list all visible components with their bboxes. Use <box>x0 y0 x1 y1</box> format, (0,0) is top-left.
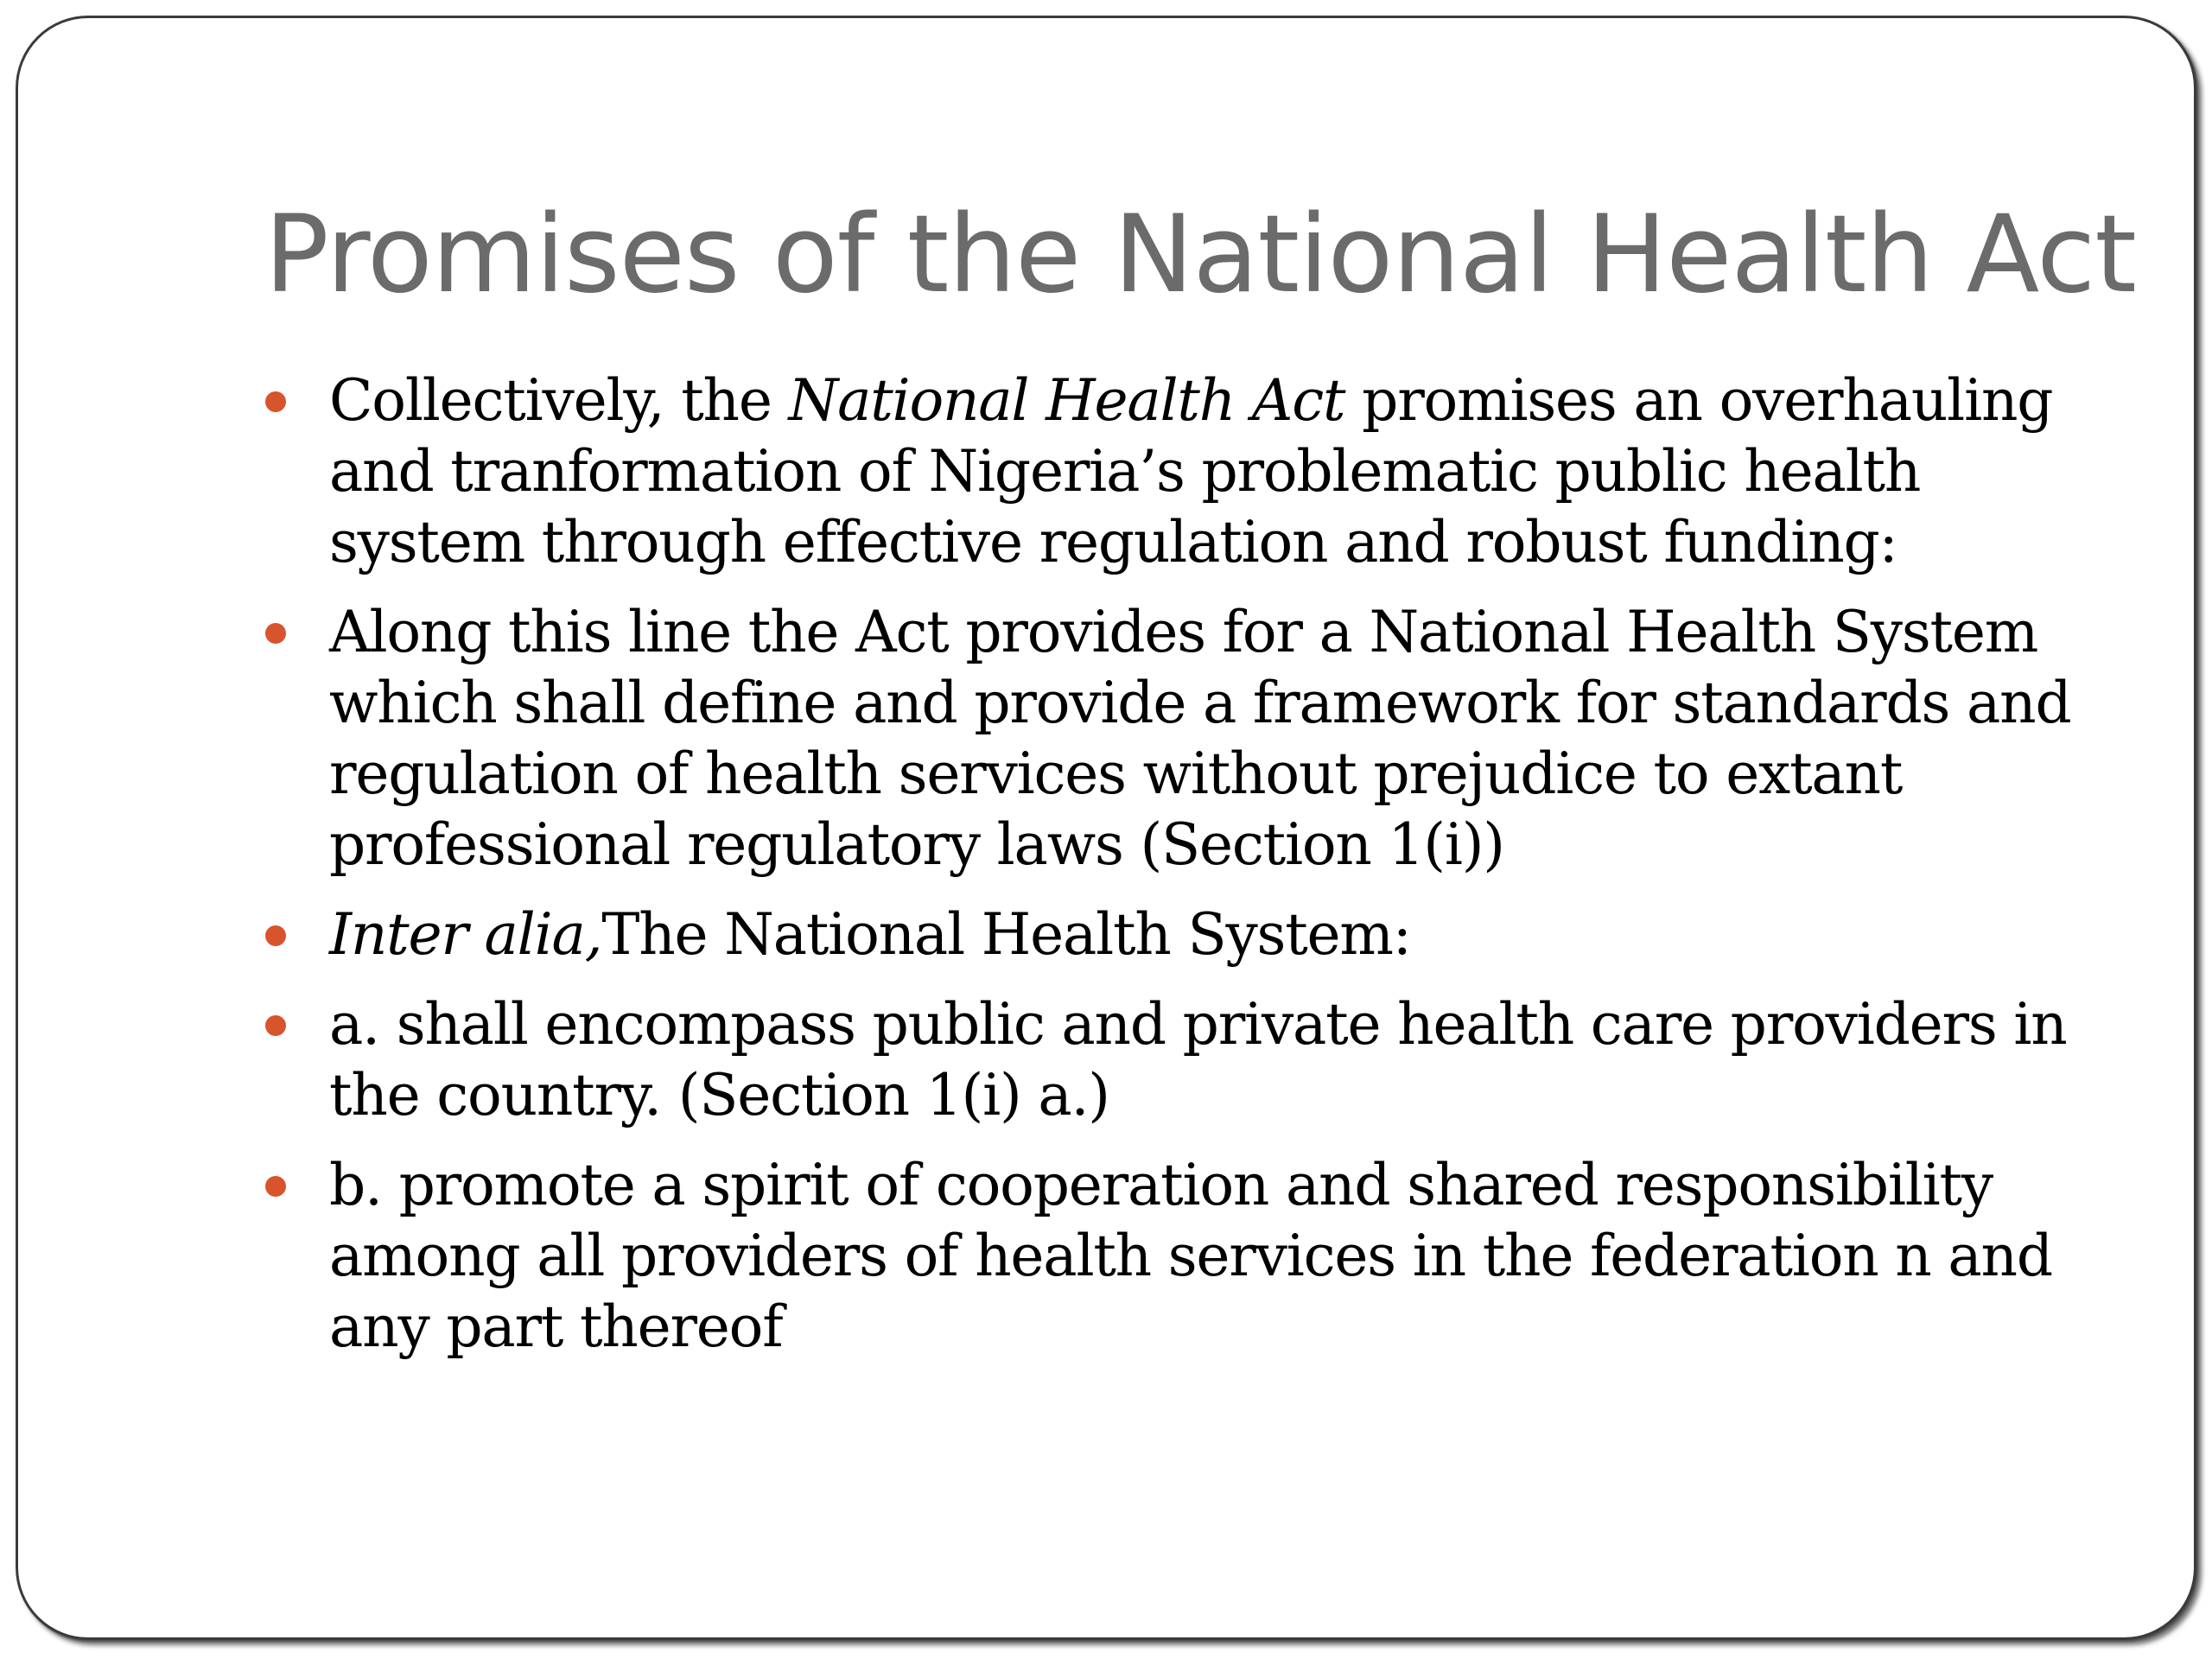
slide <box>16 16 2196 1640</box>
bullet-list <box>264 365 2113 1382</box>
list-item <box>264 899 2113 970</box>
bullet-text-lead: Collectively, the <box>329 367 789 434</box>
latin-phrase: Inter alia, <box>329 901 602 968</box>
bullet-text-rest: promises an overhauling and tranformation of Nigeria’s problematic public health system through effective regulation and robust funding: <box>329 367 2053 575</box>
bullet-text: Along this line the Act provides for a National Health System which shall define and provide a framework for standards and regulation of health services without prejudice to extant professional regulatory laws (Section 1(i)) <box>329 599 2071 878</box>
bullet-text <box>329 365 2113 578</box>
bullet-text: b. promote a spirit of cooperation and shared responsibility among all providers of health services in the federation n and any part thereof <box>329 1152 2052 1360</box>
bullet-text: a. shall encompass public and private health care providers in the country. (Section 1(i) a.) <box>329 991 2067 1128</box>
bullet-dot-icon <box>265 1176 286 1197</box>
act-name: National Health Act <box>788 367 1345 434</box>
bullet-dot-icon <box>265 623 286 644</box>
list-item <box>264 597 2113 880</box>
list-item <box>264 365 2113 578</box>
list-item <box>264 989 2113 1131</box>
list-item <box>264 1150 2113 1363</box>
bullet-dot-icon <box>265 391 286 412</box>
slide-title: Promises of the National Health Act <box>264 193 2136 317</box>
bullet-text-rest: The National Health System: <box>601 901 1411 968</box>
bullet-dot-icon <box>265 1015 286 1036</box>
bullet-text <box>329 899 2113 970</box>
bullet-dot-icon <box>265 925 286 946</box>
